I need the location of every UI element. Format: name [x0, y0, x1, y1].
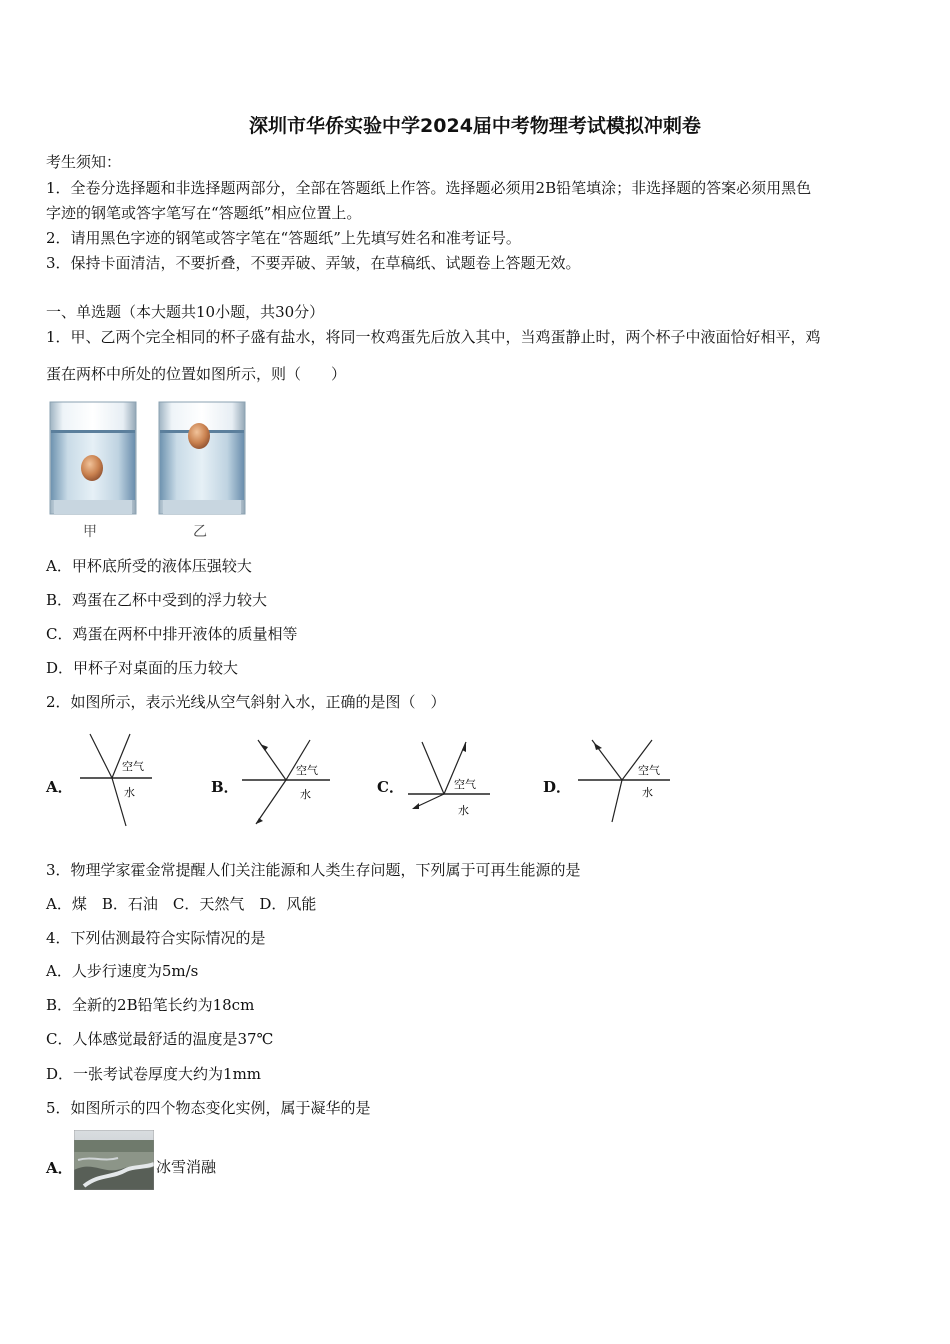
notice-heading: 考生须知： — [46, 153, 122, 171]
air-label: 空气 — [122, 760, 144, 773]
q5-option-a-letter: A． — [46, 1159, 73, 1177]
section-heading: 一、单选题（本大题共10小题，共30分） — [46, 303, 325, 321]
q1-option-a: A．甲杯底所受的液体压强较大 — [46, 557, 252, 575]
cup-yi — [159, 402, 245, 514]
cup-label-yi: 乙 — [193, 524, 207, 540]
page-title: 深圳市华侨实验中学2024届中考物理考试模拟冲刺卷 — [249, 115, 701, 137]
q5-stem: 5．如图所示的四个物态变化实例，属于凝华的是 — [46, 1099, 371, 1117]
q4-option-b: B．全新的2B铅笔长约为18cm — [46, 996, 255, 1014]
q2-diagram-d — [574, 736, 674, 826]
egg-icon — [188, 423, 210, 449]
water-label: 水 — [458, 804, 469, 817]
q2-stem: 2．如图所示，表示光线从空气斜射入水，正确的是图（ ） — [46, 693, 446, 711]
q5-option-a-text: 冰雪消融 — [156, 1158, 217, 1176]
q4-stem: 4．下列估测最符合实际情况的是 — [46, 929, 266, 947]
water-label: 水 — [124, 786, 135, 799]
q1-option-b: B．鸡蛋在乙杯中受到的浮力较大 — [46, 591, 268, 609]
q1-option-d: D．甲杯子对桌面的压力较大 — [46, 659, 239, 677]
q4-option-d: D．一张考试卷厚度大约为1mm — [46, 1065, 262, 1083]
q2-diagram-c — [404, 738, 494, 822]
egg-icon — [81, 455, 103, 481]
q4-option-a: A．人步行速度为5m/s — [46, 962, 199, 980]
notice-item-2: 2．请用黑色字迹的钢笔或答字笔在“答题纸”上先填写姓名和准考证号。 — [46, 229, 521, 247]
q2-option-c-letter: C． — [377, 778, 404, 796]
notice-item-3: 3．保持卡面清洁，不要折叠，不要弄破、弄皱，在草稿纸、试题卷上答题无效。 — [46, 254, 581, 272]
notice-item-1: 1．全卷分选择题和非选择题两部分，全部在答题纸上作答。选择题必须用2B铅笔填涂；非选择题的答案必须用黑色 — [46, 179, 812, 197]
q2-diagram-b — [238, 736, 334, 828]
q1-cups-figure — [48, 400, 248, 542]
water-label: 水 — [642, 786, 653, 799]
air-label: 空气 — [454, 778, 476, 791]
cup-jia — [50, 402, 136, 514]
air-label: 空气 — [296, 764, 318, 777]
q3-stem: 3．物理学家霍金常提醒人们关注能源和人类生存问题，下列属于可再生能源的是 — [46, 861, 581, 879]
q4-option-c: C．人体感觉最舒适的温度是37℃ — [46, 1030, 274, 1048]
q1-stem-line1: 1．甲、乙两个完全相同的杯子盛有盐水，将同一枚鸡蛋先后放入其中，当鸡蛋静止时，两个杯子中液面恰好相平，鸡 — [46, 328, 821, 346]
q5-option-a-photo — [74, 1130, 154, 1190]
q2-diagram-a — [76, 732, 156, 828]
air-label: 空气 — [638, 764, 660, 777]
q2-option-b-letter: B． — [211, 778, 239, 796]
notice-item-1-cont: 字迹的钢笔或答字笔写在“答题纸”相应位置上。 — [46, 204, 362, 222]
q2-option-a-letter: A． — [46, 778, 73, 796]
cup-label-jia: 甲 — [83, 524, 97, 540]
q2-option-d-letter: D． — [543, 778, 572, 796]
water-label: 水 — [300, 788, 311, 801]
q1-stem-line2: 蛋在两杯中所处的位置如图所示，则（ ） — [46, 365, 347, 383]
q3-options: A．煤 B．石油 C．天然气 D．风能 — [46, 895, 317, 913]
q1-option-c: C．鸡蛋在两杯中排开液体的质量相等 — [46, 625, 298, 643]
